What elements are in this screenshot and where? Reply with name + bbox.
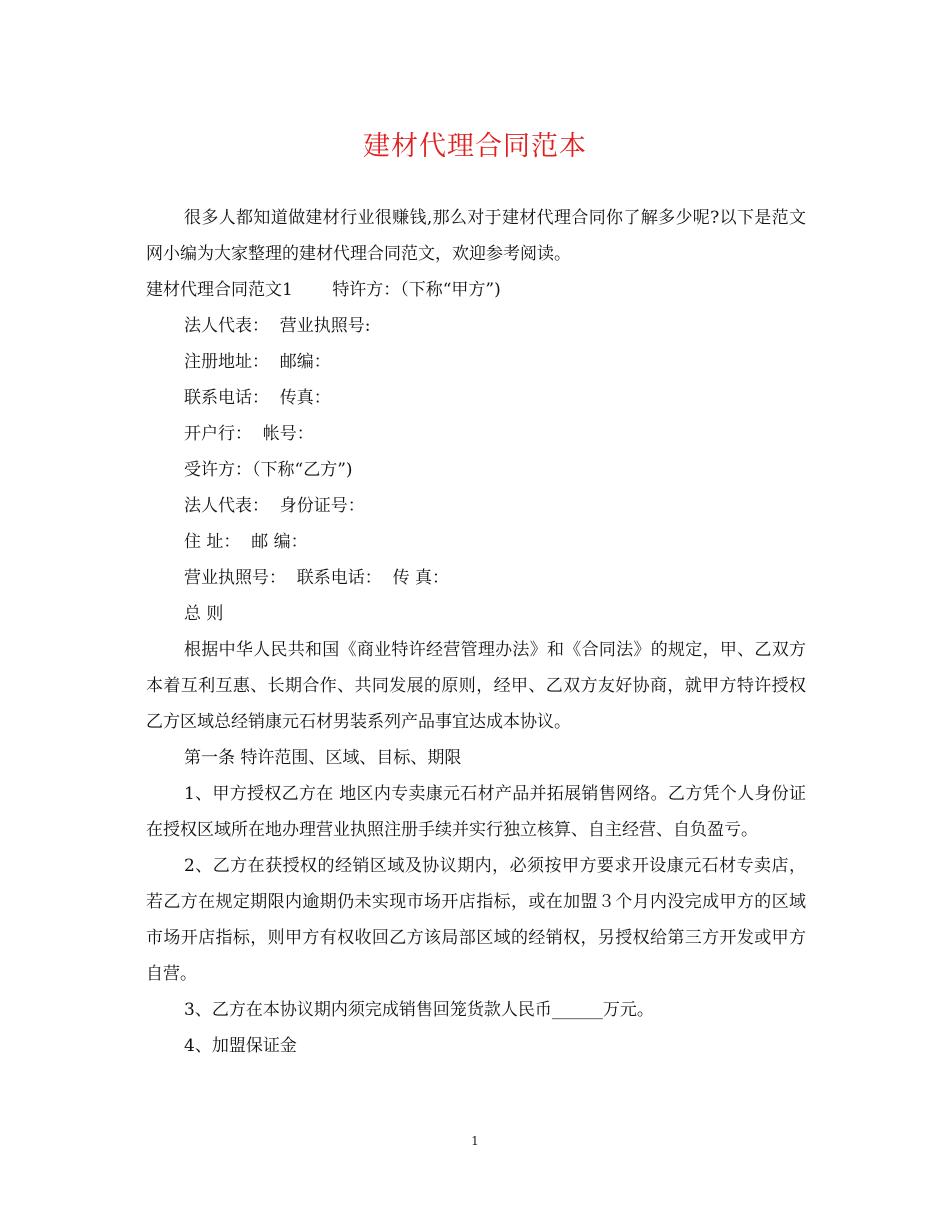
- field-phone-fax: 联系电话： 传真：: [184, 388, 331, 408]
- field-bank-account: 开户行： 帐号：: [184, 424, 314, 444]
- page-number: 1: [471, 1134, 479, 1148]
- clause-4: 4、加盟保证金: [184, 1036, 297, 1056]
- field-legal-rep-id: 法人代表： 身份证号：: [184, 496, 365, 516]
- clause-2: 2、乙方在获授权的经销区域及协议期内，必须按甲方要求开设康元石材专卖店，若乙方在规定期限内逾期仍未实现市场开店指标，或在加盟３个月内没完成甲方的区域市场开店指标，则甲方有权收回乙方该局部区域的经销权，另授权给第三方开发或甲方自营。: [146, 856, 806, 984]
- intro-paragraph: 很多人都知道做建材行业很赚钱,那么对于建材代理合同你了解多少呢?以下是范文网小编为大家整理的建材代理合同范文，欢迎参考阅读。: [146, 208, 806, 264]
- document-body: [146, 200, 806, 1064]
- general-paragraph: 根据中华人民共和国《商业特许经营管理办法》和《合同法》的规定，甲、乙双方本着互利互惠、长期合作、共同发展的原则，经甲、乙双方友好协商，就甲方特许授权乙方区域总经销康元石材男装系列产品事宜达成本协议。: [146, 640, 806, 732]
- article-one-heading: 第一条 特许范围、区域、目标、期限: [184, 748, 462, 768]
- contract-heading-line: 建材代理合同范文1 特许方：（下称“甲方”): [146, 280, 501, 300]
- document-title: 建材代理合同范本: [363, 131, 587, 162]
- field-licensee: 受许方：（下称“乙方”): [184, 460, 353, 480]
- field-residence-postcode: 住 址： 邮 编：: [184, 532, 308, 552]
- field-address-postcode: 注册地址： 邮编：: [184, 352, 331, 372]
- field-legal-rep-license: 法人代表： 营业执照号:: [184, 316, 371, 336]
- section-general-heading: 总 则: [184, 604, 224, 624]
- clause-3: 3、乙方在本协议期内须完成销售回笼货款人民币______万元。: [184, 1000, 654, 1020]
- clause-1: 1、甲方授权乙方在 地区内专卖康元石材产品并拓展销售网络。乙方凭个人身份证在授权区域所在地办理营业执照注册手续并实行独立核算、自主经营、自负盈亏。: [146, 784, 806, 840]
- field-license-phone-fax: 营业执照号： 联系电话： 传 真：: [184, 568, 450, 588]
